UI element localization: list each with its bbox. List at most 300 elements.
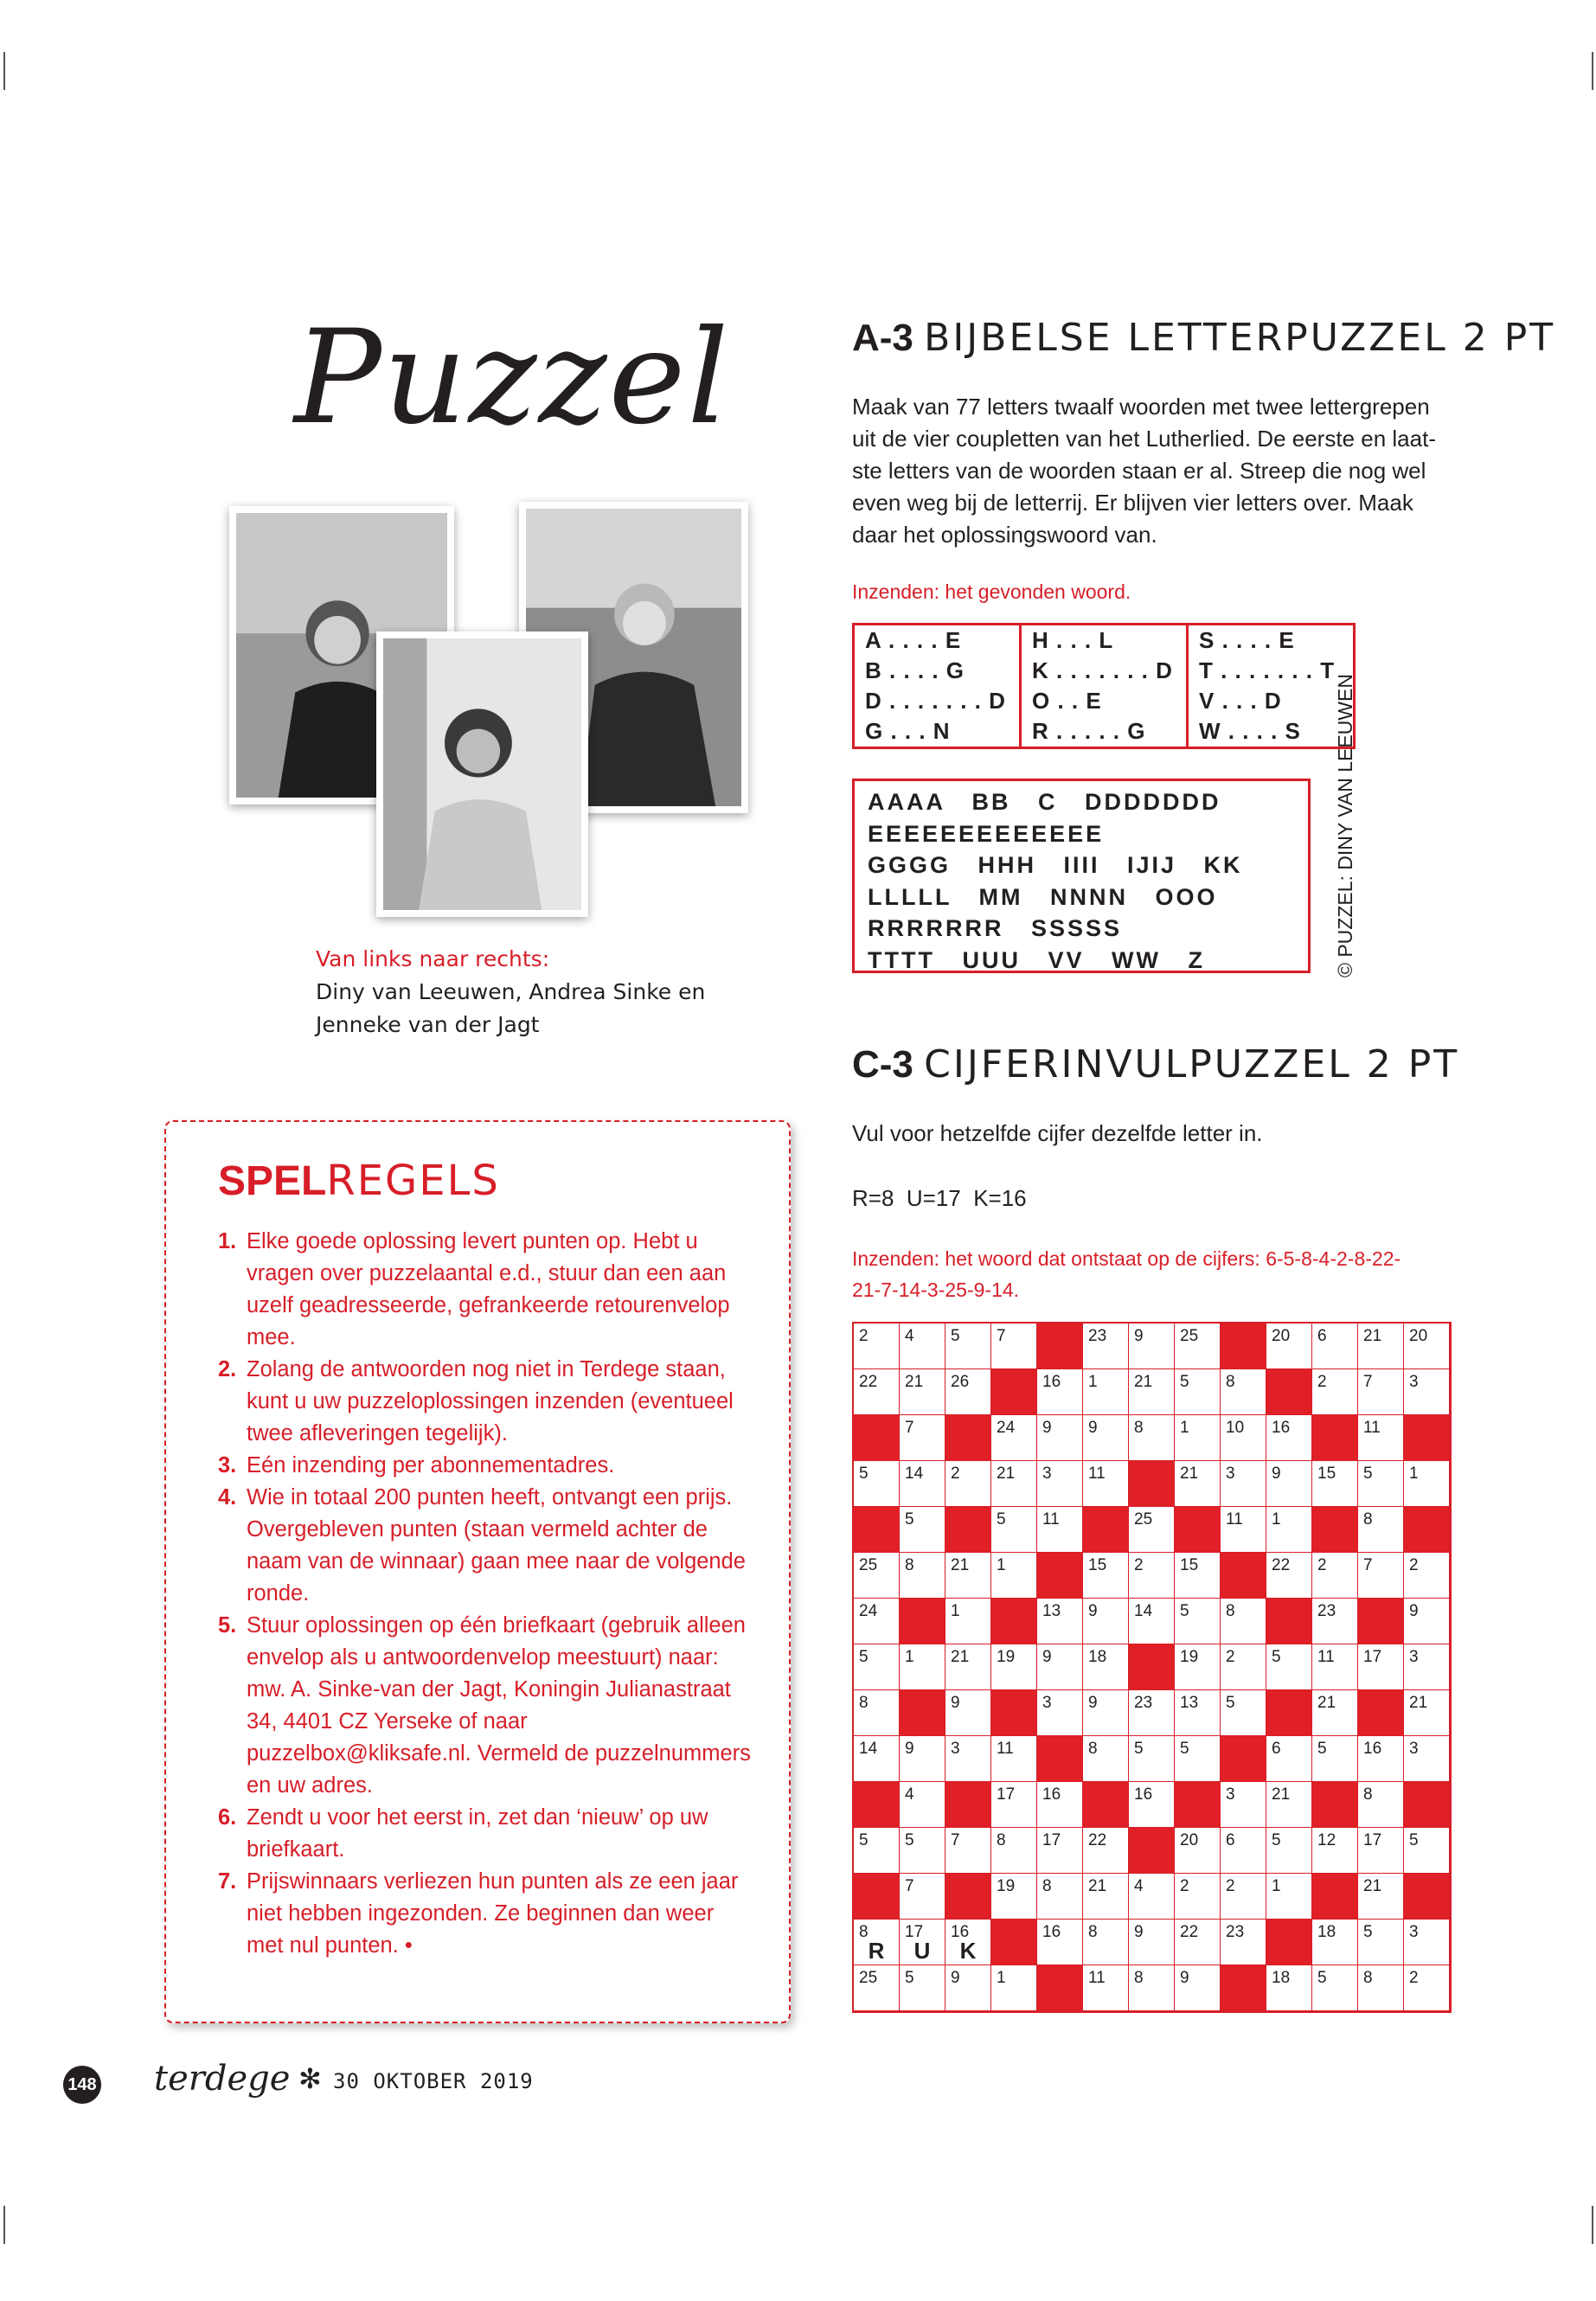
grid-cell — [1037, 1369, 1083, 1415]
cell-number: 3 — [1226, 1465, 1235, 1483]
rule-text: Eén inzending per abonnementadres. — [247, 1453, 615, 1477]
grid-cell — [1358, 1369, 1404, 1415]
cell-number: 18 — [1088, 1648, 1107, 1666]
cell-number: 21 — [905, 1373, 924, 1391]
cell-number: 16 — [1042, 1785, 1061, 1804]
a3-title — [852, 316, 1555, 360]
cell-number: 5 — [1363, 1465, 1373, 1483]
grid-block — [1037, 1736, 1083, 1782]
grid-cell — [1221, 1782, 1266, 1828]
cell-number: 23 — [1317, 1602, 1336, 1620]
cell-number: 3 — [1409, 1740, 1419, 1758]
letter-row: AAAA BB C DDDDDDD — [868, 789, 1221, 815]
cell-letter: K — [959, 1938, 977, 1964]
word-row — [854, 625, 1355, 657]
cell-number: 5 — [905, 1969, 914, 1987]
cell-number: 9 — [951, 1969, 960, 1987]
cell-number: 5 — [1272, 1831, 1281, 1849]
rule-item — [218, 1482, 754, 1610]
cell-number: 5 — [859, 1831, 869, 1849]
rule-number: 4. — [218, 1485, 237, 1509]
grid-cell — [1037, 1461, 1083, 1507]
cell-number: 8 — [1088, 1740, 1098, 1758]
grid-cell — [991, 1965, 1037, 2011]
cell-number: 1 — [951, 1602, 960, 1620]
cell-number: 8 — [905, 1556, 914, 1574]
cell-number: 5 — [905, 1831, 914, 1849]
word-cell: G . . . N — [854, 716, 1021, 748]
star-icon: ✻ — [298, 2063, 322, 2094]
word-cell: W . . . . S — [1188, 716, 1355, 748]
cell-number: 13 — [1180, 1694, 1199, 1712]
grid-cell — [1129, 1920, 1175, 1965]
grid-cell — [1358, 1415, 1404, 1461]
grid-cell — [1037, 1599, 1083, 1644]
cell-number: 17 — [997, 1785, 1016, 1804]
grid-block — [991, 1690, 1037, 1736]
grid-block — [1312, 1874, 1358, 1920]
cell-number: 3 — [1042, 1465, 1052, 1483]
rule-item — [218, 1610, 754, 1802]
grid-cell — [1175, 1828, 1221, 1874]
cell-number: 2 — [1134, 1556, 1144, 1574]
grid-cell — [1266, 1461, 1312, 1507]
grid-cell — [1083, 1828, 1129, 1874]
grid-cell — [1175, 1415, 1221, 1461]
grid-cell — [1404, 1599, 1450, 1644]
grid-cell — [1037, 1782, 1083, 1828]
cell-number: 22 — [1180, 1923, 1199, 1941]
cell-number: 10 — [1226, 1419, 1245, 1437]
cell-number: 9 — [1180, 1969, 1189, 1987]
grid-cell — [1358, 1553, 1404, 1599]
grid-cell — [1129, 1965, 1175, 2011]
grid-cell — [1266, 1415, 1312, 1461]
cell-number: 22 — [1088, 1831, 1107, 1849]
cell-number: 26 — [951, 1373, 970, 1391]
a3-word-table — [852, 623, 1356, 749]
cell-number: 1 — [1180, 1419, 1189, 1437]
grid-cell — [1266, 1553, 1312, 1599]
grid-block — [1175, 1782, 1221, 1828]
grid-cell — [1175, 1965, 1221, 2011]
grid-cell — [1266, 1874, 1312, 1920]
grid-block — [991, 1369, 1037, 1415]
cell-number: 5 — [997, 1510, 1006, 1529]
cell-number: 9 — [1088, 1602, 1098, 1620]
grid-cell — [1358, 1736, 1404, 1782]
grid-cell — [1037, 1874, 1083, 1920]
cell-number: 4 — [905, 1785, 914, 1804]
grid-block — [1312, 1415, 1358, 1461]
page-number: 148 — [63, 2066, 101, 2104]
caption-heading: Van links naar rechts: — [316, 946, 550, 971]
grid-cell — [1175, 1644, 1221, 1690]
grid-cell — [991, 1736, 1037, 1782]
grid-cell — [1083, 1690, 1129, 1736]
grid-cell — [900, 1415, 945, 1461]
grid-cell — [1312, 1461, 1358, 1507]
word-cell: B . . . . G — [854, 656, 1021, 686]
grid-block — [1129, 1828, 1175, 1874]
grid-cell — [1083, 1874, 1129, 1920]
cell-number: 8 — [1042, 1877, 1052, 1895]
cell-number: 8 — [1363, 1969, 1373, 1987]
issue-date: 30 OKTOBER 2019 — [333, 2069, 534, 2093]
rules-title-bold: SPEL — [218, 1158, 327, 1204]
cell-number: 16 — [1042, 1923, 1061, 1941]
grid-block — [1266, 1690, 1312, 1736]
cell-number: 22 — [859, 1373, 878, 1391]
grid-cell — [991, 1324, 1037, 1369]
grid-cell — [1129, 1415, 1175, 1461]
rule-number: 3. — [218, 1453, 237, 1477]
cell-number: 1 — [997, 1969, 1006, 1987]
page-title: Puzzel — [294, 303, 731, 453]
grid-cell — [1221, 1874, 1266, 1920]
grid-cell — [900, 1782, 945, 1828]
cell-number: 5 — [1363, 1923, 1373, 1941]
grid-cell — [945, 1369, 991, 1415]
grid-cell — [1221, 1644, 1266, 1690]
grid-cell — [1129, 1553, 1175, 1599]
cell-number: 8 — [859, 1694, 869, 1712]
crop-mark — [3, 2206, 5, 2244]
grid-cell — [1175, 1369, 1221, 1415]
grid-cell — [1175, 1553, 1221, 1599]
cell-number: 14 — [859, 1740, 878, 1758]
grid-cell — [854, 1599, 900, 1644]
grid-block — [1221, 1324, 1266, 1369]
grid-cell — [1266, 1828, 1312, 1874]
cell-number: 16 — [1272, 1419, 1291, 1437]
grid-block — [900, 1690, 945, 1736]
grid-block — [1266, 1369, 1312, 1415]
grid-cell — [900, 1461, 945, 1507]
grid-cell — [1404, 1369, 1450, 1415]
grid-block — [1221, 1965, 1266, 2011]
cell-number: 11 — [1363, 1419, 1381, 1437]
grid-cell — [991, 1644, 1037, 1690]
grid-cell — [1037, 1415, 1083, 1461]
grid-cell — [900, 1644, 945, 1690]
cell-number: 6 — [1226, 1831, 1235, 1849]
cell-number: 11 — [1317, 1648, 1335, 1666]
grid-cell — [1404, 1690, 1450, 1736]
cell-number: 23 — [1088, 1327, 1107, 1345]
cell-number: 21 — [951, 1648, 970, 1666]
grid-cell — [991, 1507, 1037, 1553]
rule-number: 2. — [218, 1357, 237, 1381]
grid-cell — [1312, 1828, 1358, 1874]
grid-cell — [1083, 1369, 1129, 1415]
a3-code: A-3 — [852, 317, 913, 359]
letter-row: EEEEEEEEEEEEE — [868, 820, 1105, 847]
rule-text: Wie in totaal 200 punten heeft, ontvangt een prijs. Overgebleven punten (staan vermeld achter de naam van de winnaar) gaan mee naar de volgende ronde. — [247, 1485, 746, 1606]
grid-block — [1083, 1507, 1129, 1553]
cell-number: 20 — [1409, 1327, 1428, 1345]
cell-number: 15 — [1088, 1556, 1107, 1574]
cell-number: 2 — [951, 1465, 960, 1483]
cell-number: 5 — [859, 1465, 869, 1483]
grid-block — [1404, 1782, 1450, 1828]
cell-number: 1 — [997, 1556, 1006, 1574]
cell-number: 11 — [1226, 1510, 1243, 1529]
cell-number: 7 — [1363, 1556, 1373, 1574]
grid-cell — [1404, 1736, 1450, 1782]
cell-number: 21 — [997, 1465, 1016, 1483]
cell-number: 8 — [1134, 1419, 1144, 1437]
grid-cell — [900, 1874, 945, 1920]
puzzle-credit: © PUZZEL: DINY VAN LEEUWEN — [1334, 674, 1356, 977]
grid-block — [1404, 1874, 1450, 1920]
grid-cell — [1312, 1324, 1358, 1369]
grid-cell — [1129, 1736, 1175, 1782]
a3-intro-line: even weg bij de letterrij. Er blijven vier letters over. Maak — [852, 490, 1413, 516]
rule-item — [218, 1226, 754, 1354]
grid-cell — [1129, 1874, 1175, 1920]
cell-number: 25 — [1180, 1327, 1199, 1345]
grid-cell — [1083, 1461, 1129, 1507]
word-cell: T . . . . . . . T — [1188, 656, 1355, 686]
a3-intro-line: daar het oplossingswoord van. — [852, 522, 1157, 548]
grid-block — [1175, 1507, 1221, 1553]
grid-cell — [945, 1644, 991, 1690]
grid-cell — [1312, 1736, 1358, 1782]
photo-caption — [316, 943, 705, 1042]
cell-number: 6 — [1317, 1327, 1327, 1345]
c3-intro: Vul voor hetzelfde cijfer dezelfde letter in. — [852, 1120, 1263, 1146]
cell-number: 3 — [1226, 1785, 1235, 1804]
grid-cell — [1404, 1553, 1450, 1599]
cell-letter: U — [913, 1938, 931, 1964]
cell-number: 8 — [997, 1831, 1006, 1849]
grid-cell — [1404, 1644, 1450, 1690]
cell-number: 5 — [1134, 1740, 1144, 1758]
grid-cell — [1312, 1369, 1358, 1415]
rule-number: 6. — [218, 1805, 237, 1830]
cell-number: 9 — [1272, 1465, 1281, 1483]
cell-number: 21 — [1088, 1877, 1107, 1895]
cell-number: 17 — [905, 1923, 924, 1941]
grid-cell — [1037, 1644, 1083, 1690]
grid-cell — [1358, 1782, 1404, 1828]
cell-number: 17 — [1363, 1831, 1382, 1849]
cell-number: 1 — [1409, 1465, 1419, 1483]
grid-cell — [1404, 1461, 1450, 1507]
grid-cell — [1312, 1599, 1358, 1644]
c3-code: C-3 — [852, 1043, 913, 1086]
cell-number: 2 — [1317, 1373, 1327, 1391]
word-cell: D . . . . . . . D — [854, 686, 1021, 716]
word-cell: V . . . D — [1188, 686, 1355, 716]
c3-title — [852, 1042, 1459, 1086]
rules-title-light: REGELS — [326, 1157, 500, 1205]
word-cell: K . . . . . . . D — [1021, 656, 1188, 686]
grid-cell — [1083, 1415, 1129, 1461]
cell-number: 5 — [1409, 1831, 1419, 1849]
grid-cell — [1083, 1553, 1129, 1599]
cell-number: 20 — [1272, 1327, 1291, 1345]
cell-number: 5 — [1272, 1648, 1281, 1666]
cell-number: 8 — [1088, 1923, 1098, 1941]
grid-block — [900, 1599, 945, 1644]
grid-cell — [1358, 1461, 1404, 1507]
grid-cell — [1083, 1644, 1129, 1690]
grid-cell — [1404, 1920, 1450, 1965]
cell-number: 20 — [1180, 1831, 1199, 1849]
cell-number: 21 — [1134, 1373, 1153, 1391]
cell-number: 19 — [1180, 1648, 1199, 1666]
grid-cell — [1221, 1690, 1266, 1736]
cell-number: 18 — [1272, 1969, 1291, 1987]
grid-cell — [900, 1965, 945, 2011]
grid-cell — [854, 1644, 900, 1690]
grid-cell — [945, 1461, 991, 1507]
a3-letter-bank — [852, 779, 1311, 973]
cell-number: 2 — [859, 1327, 869, 1345]
grid-block — [1037, 1965, 1083, 2011]
cell-number: 9 — [1088, 1694, 1098, 1712]
grid-cell — [991, 1415, 1037, 1461]
cell-number: 16 — [951, 1923, 970, 1941]
grid-cell — [900, 1324, 945, 1369]
cell-number: 8 — [1134, 1969, 1144, 1987]
grid-cell — [900, 1553, 945, 1599]
grid-cell — [945, 1599, 991, 1644]
grid-cell — [1312, 1920, 1358, 1965]
grid-block — [1266, 1920, 1312, 1965]
grid-block — [945, 1415, 991, 1461]
cell-number: 21 — [1363, 1877, 1382, 1895]
grid-cell — [991, 1782, 1037, 1828]
rule-text: Prijswinnaars verliezen hun punten als ze een jaar niet hebben ingezonden. Ze beginnen dan weer met nul punten. • — [247, 1869, 739, 1958]
cell-number: 21 — [1409, 1694, 1428, 1712]
cell-number: 11 — [997, 1740, 1014, 1758]
rule-item — [218, 1450, 754, 1482]
rule-text: Stuur oplossingen op één briefkaart (gebruik alleen envelop als u antwoordenvelop meestuurt) naar: mw. A. Sinke-van der Jagt, Koningin Julianastraat 34, 4401 CZ Yerseke of naar puzzelbox@kliksafe.nl. Vermeld de puzzelnummers en uw adres. — [247, 1613, 751, 1798]
grid-cell — [1266, 1782, 1312, 1828]
grid-cell — [900, 1920, 945, 1965]
grid-cell — [1358, 1920, 1404, 1965]
word-cell: R . . . . . G — [1021, 716, 1188, 748]
a3-intro-line: uit de vier coupletten van het Lutherlied. De eerste en laat- — [852, 426, 1436, 452]
grid-cell — [854, 1828, 900, 1874]
grid-cell — [1129, 1690, 1175, 1736]
a3-submit: Inzenden: het gevonden woord. — [852, 580, 1131, 603]
grid-cell — [854, 1920, 900, 1965]
cell-number: 3 — [1409, 1923, 1419, 1941]
cell-number: 22 — [1272, 1556, 1291, 1574]
grid-cell — [1129, 1324, 1175, 1369]
rule-text: Zolang de antwoorden nog niet in Terdege staan, kunt u uw puzzeloplossingen inzenden (eventueel twee afleveringen tegelijk). — [247, 1357, 734, 1445]
grid-block — [991, 1920, 1037, 1965]
cell-number: 21 — [1180, 1465, 1199, 1483]
cell-number: 3 — [1042, 1694, 1052, 1712]
rules-title — [218, 1157, 500, 1205]
grid-cell — [1083, 1736, 1129, 1782]
cell-number: 5 — [1317, 1969, 1327, 1987]
grid-block — [1358, 1599, 1404, 1644]
c3-submit-line: Inzenden: het woord dat ontstaat op de cijfers: 6-5-8-4-2-8-22- — [852, 1247, 1401, 1270]
cell-number: 9 — [1042, 1648, 1052, 1666]
grid-block — [1221, 1736, 1266, 1782]
grid-block — [1266, 1599, 1312, 1644]
cell-number: 25 — [859, 1969, 878, 1987]
cell-number: 21 — [951, 1556, 970, 1574]
grid-block — [1037, 1324, 1083, 1369]
grid-cell — [1175, 1599, 1221, 1644]
grid-block — [945, 1874, 991, 1920]
cell-number: 7 — [997, 1327, 1006, 1345]
cell-number: 5 — [951, 1327, 960, 1345]
cell-number: 16 — [1134, 1785, 1153, 1804]
crop-mark — [3, 52, 5, 90]
grid-cell — [1175, 1690, 1221, 1736]
grid-block — [1312, 1782, 1358, 1828]
cell-number: 8 — [859, 1923, 869, 1941]
grid-cell — [1358, 1874, 1404, 1920]
cell-number: 3 — [1409, 1373, 1419, 1391]
grid-cell — [1266, 1324, 1312, 1369]
rule-item — [218, 1354, 754, 1450]
word-cell: S . . . . E — [1188, 625, 1355, 657]
cell-number: 16 — [1042, 1373, 1061, 1391]
grid-cell — [1404, 1324, 1450, 1369]
grid-cell — [991, 1828, 1037, 1874]
grid-cell — [1129, 1782, 1175, 1828]
grid-cell — [1037, 1507, 1083, 1553]
cell-number: 2 — [1409, 1969, 1419, 1987]
cell-number: 5 — [1180, 1740, 1189, 1758]
grid-cell — [1221, 1369, 1266, 1415]
grid-cell — [1312, 1644, 1358, 1690]
cell-number: 11 — [1088, 1465, 1106, 1483]
grid-cell — [945, 1690, 991, 1736]
cell-number: 9 — [1134, 1327, 1144, 1345]
letter-row: GGGG HHH IIII IJIJ KK — [868, 852, 1243, 878]
grid-cell — [945, 1965, 991, 2011]
grid-cell — [900, 1736, 945, 1782]
cell-number: 14 — [905, 1465, 924, 1483]
cell-number: 1 — [1272, 1510, 1281, 1529]
grid-cell — [1129, 1599, 1175, 1644]
rule-number: 5. — [218, 1613, 237, 1638]
c3-title-text: CIJFERINVULPUZZEL 2 PT — [924, 1042, 1460, 1086]
grid-cell — [1083, 1965, 1129, 2011]
grid-cell — [945, 1553, 991, 1599]
cell-number: 19 — [997, 1648, 1016, 1666]
cell-number: 5 — [1226, 1694, 1235, 1712]
cell-number: 25 — [859, 1556, 878, 1574]
word-row — [854, 716, 1355, 748]
cell-number: 14 — [1134, 1602, 1153, 1620]
grid-cell — [1083, 1920, 1129, 1965]
cell-number: 11 — [1088, 1969, 1106, 1987]
letter-row: TTTT UUU VV WW Z — [868, 946, 1205, 973]
cell-number: 25 — [1134, 1510, 1153, 1529]
cell-number: 18 — [1317, 1923, 1336, 1941]
word-cell: H . . . L — [1021, 625, 1188, 657]
cell-number: 19 — [997, 1877, 1016, 1895]
grid-cell — [1175, 1461, 1221, 1507]
cell-number: 2 — [1226, 1877, 1235, 1895]
cell-number: 7 — [905, 1419, 914, 1437]
rule-item — [218, 1802, 754, 1866]
rule-number: 1. — [218, 1229, 237, 1253]
rule-text: Zendt u voor het eerst in, zet dan ‘nieuw’ op uw briefkaart. — [247, 1805, 708, 1862]
cell-number: 1 — [1272, 1877, 1281, 1895]
